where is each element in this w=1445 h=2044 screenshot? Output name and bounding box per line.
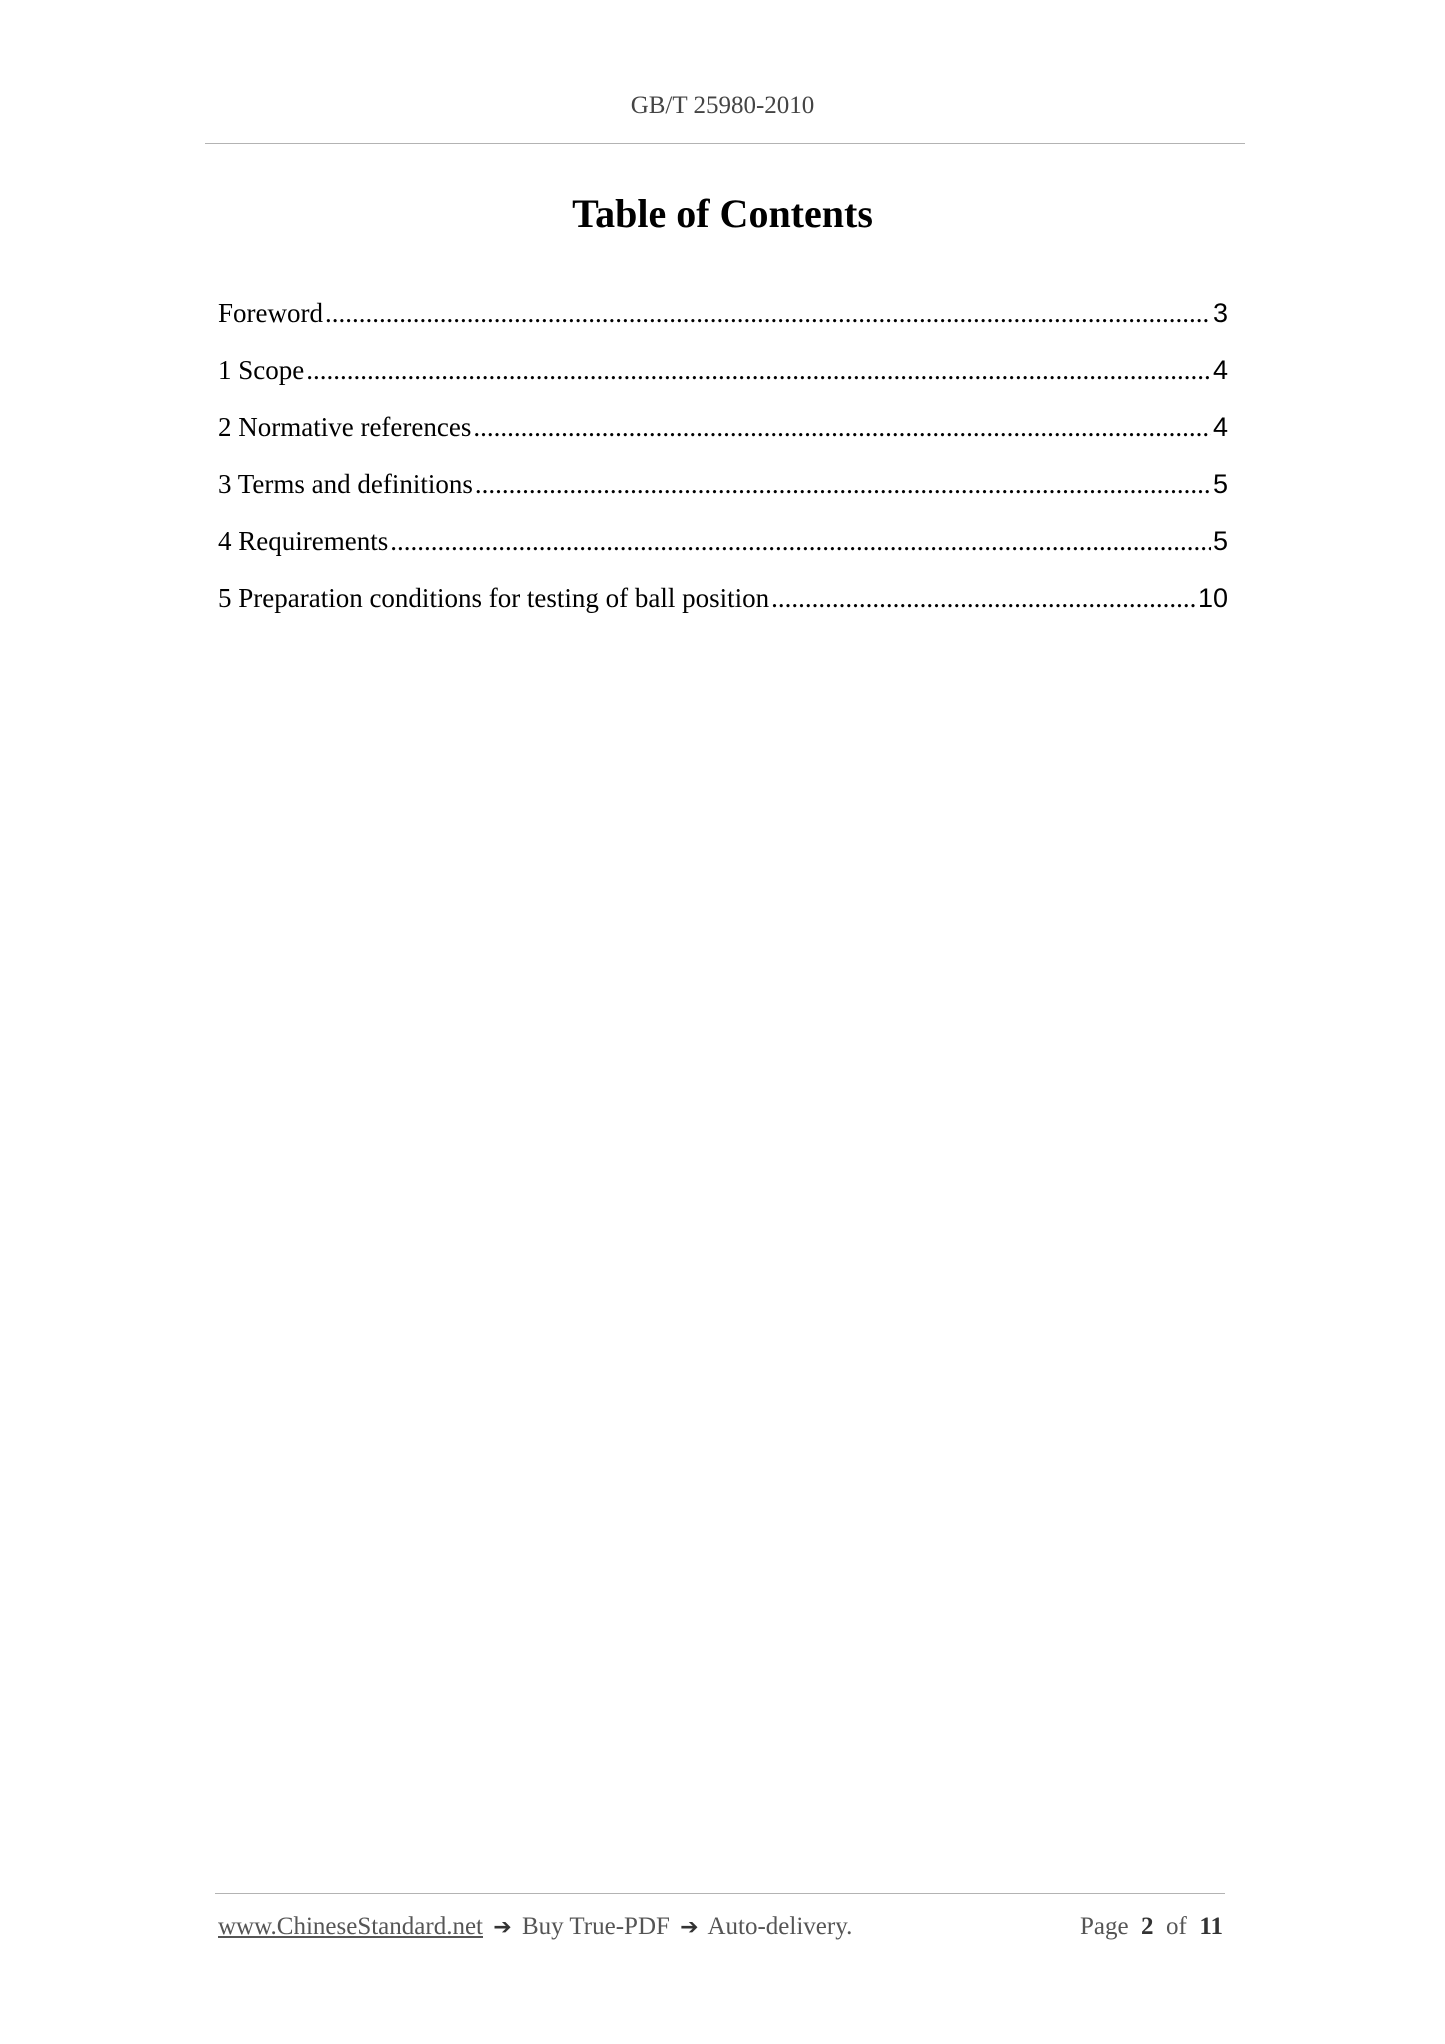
delivery-text: Auto-delivery. — [707, 1913, 853, 1940]
right-arrow-icon: ➔ — [680, 1915, 699, 1940]
toc-entry-page: 4 — [1212, 355, 1228, 385]
toc-entry-page: 10 — [1197, 583, 1228, 613]
toc-dot-leader — [473, 412, 1211, 443]
current-page-number: 2 — [1141, 1913, 1154, 1940]
buy-text: Buy True-PDF — [521, 1913, 670, 1940]
footer-divider — [215, 1893, 1225, 1894]
toc-dot-leader — [475, 469, 1211, 500]
header-divider — [205, 143, 1245, 144]
toc-entry-label: Foreword — [218, 298, 323, 328]
page-word: Page — [1079, 1913, 1129, 1940]
running-header: GB/T 25980-2010 — [630, 92, 815, 119]
right-arrow-icon: ➔ — [493, 1915, 512, 1940]
toc-dot-leader — [771, 583, 1196, 614]
toc-entry-terms-and-definitions[interactable] — [218, 469, 1228, 526]
toc-entry-page: 5 — [1212, 526, 1228, 556]
of-word: of — [1166, 1913, 1187, 1940]
toc-entry-label: 2 Normative references — [218, 412, 472, 442]
table-of-contents — [218, 298, 1228, 640]
toc-entry-foreword[interactable] — [218, 298, 1228, 355]
toc-dot-leader — [325, 298, 1211, 329]
toc-dot-leader — [390, 526, 1211, 557]
website-link[interactable]: www.ChineseStandard.net — [218, 1913, 483, 1940]
toc-entry-label: 3 Terms and definitions — [218, 469, 473, 499]
footer-promo — [218, 1913, 852, 1941]
toc-entry-label: 1 Scope — [218, 355, 305, 385]
toc-entry-preparation-conditions[interactable] — [218, 583, 1228, 640]
total-pages-number: 11 — [1199, 1913, 1223, 1940]
page-title: Table of Contents — [572, 191, 873, 236]
toc-entry-normative-references[interactable] — [218, 412, 1228, 469]
toc-entry-page: 4 — [1212, 412, 1228, 442]
toc-entry-label: 4 Requirements — [218, 526, 389, 556]
toc-entry-requirements[interactable] — [218, 526, 1228, 583]
page-footer — [218, 1913, 1223, 1941]
toc-entry-page: 5 — [1212, 469, 1228, 499]
toc-dot-leader — [306, 355, 1211, 386]
toc-entry-label: 5 Preparation conditions for testing of ball position — [218, 583, 770, 613]
page-counter — [1080, 1913, 1223, 1941]
toc-entry-scope[interactable] — [218, 355, 1228, 412]
toc-entry-page: 3 — [1212, 298, 1228, 328]
